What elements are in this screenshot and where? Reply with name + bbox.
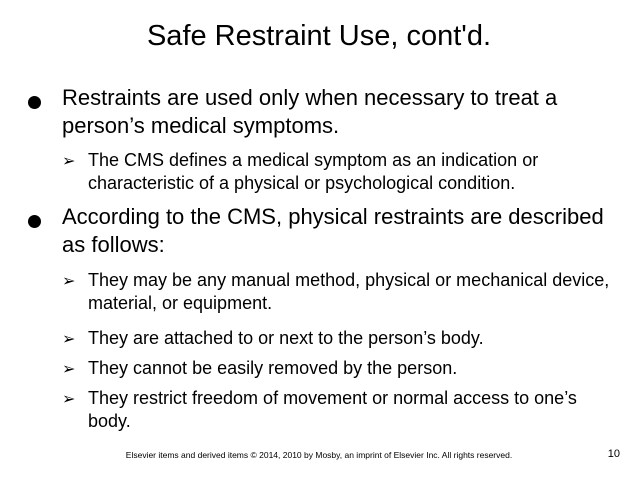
arrow-bullet-icon: ➢ [62, 359, 76, 378]
bullet-dot-icon [28, 96, 41, 109]
bullet-dot-icon [28, 215, 41, 228]
arrow-bullet-icon: ➢ [62, 271, 76, 290]
arrow-bullet-icon: ➢ [62, 151, 76, 170]
sub-bullet-item: They restrict freedom of movement or normal access to one’s body. [88, 388, 577, 431]
sub-bullet-item: They cannot be easily removed by the person. [88, 358, 458, 378]
page-number: 10 [607, 448, 620, 460]
arrow-bullet-icon: ➢ [62, 389, 76, 408]
bullet-item: According to the CMS, physical restraints are described as follows: [62, 204, 604, 257]
copyright-footer: Elsevier items and derived items © 2014, 2010 by Mosby, an imprint of Elsevier Inc. All rights reserved. [125, 450, 513, 460]
slide-title: Safe Restraint Use, cont'd. [146, 20, 492, 52]
sub-bullet-item: The CMS defines a medical symptom as an indication or characteristic of a physical or psychological condition. [88, 150, 539, 193]
bullet-item: Restraints are used only when necessary to treat a person’s medical symptoms. [62, 85, 558, 138]
arrow-bullet-icon: ➢ [62, 329, 76, 348]
sub-bullet-item: They are attached to or next to the person’s body. [88, 328, 484, 348]
sub-bullet-item: They may be any manual method, physical or mechanical device, material, or equipment. [88, 270, 610, 313]
